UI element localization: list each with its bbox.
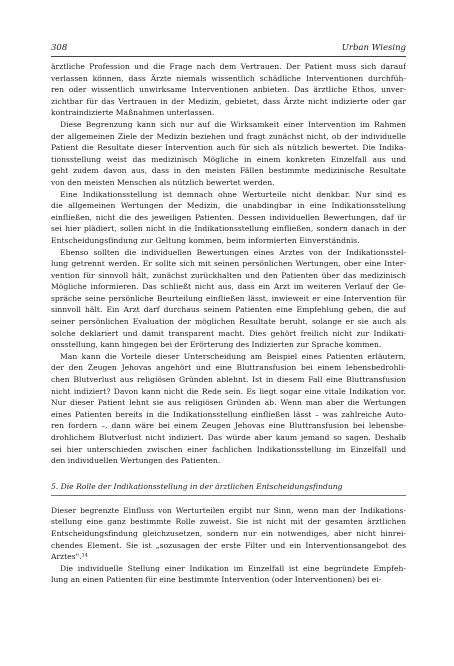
running-header <box>51 43 406 55</box>
body-text <box>51 61 406 586</box>
text-line: tionsstellung weist das medizinisch Mögliche in einem konkreten Einzelfall aus und <box>51 154 406 164</box>
text-line: den individuellen Wertungen des Patienten. <box>51 456 221 466</box>
text-line: ren fordern –, dann wäre bei einem Zeugen Jehovas eine Bluttransfusion bei lebensbe- <box>51 421 406 431</box>
text-line: einfließen, nicht die des jeweiligen Patienten. Dessen individuellen Bewertungen, daf ür <box>51 212 406 222</box>
text-line: Man kann die Vorteile dieser Unterscheidung am Beispiel eines Patienten erläutern, <box>60 351 406 361</box>
text-line: Mögliche informieren. Das schließt nicht aus, dass ein Arzt im weiteren Verlauf der Ge- <box>51 282 406 292</box>
text-line: sinnvoll hält. Ein Arzt darf durchaus seinem Patienten eine Empfehlung geben, die auf <box>51 305 406 315</box>
text-line: drohlichem Blutverlust nicht indiziert. Das würde aber kaum jemand so sagen. Deshalb <box>51 433 406 442</box>
text-line: kontraindizierte Maßnahmen unterlassen. <box>51 108 215 118</box>
text-line: Diese Begrenzung kann sich nur auf die Wirksamkeit einer Intervention im Rahmen <box>60 119 406 129</box>
text-line: Nur dieser Patient lehnt sie aus religiösen Gründen ab. Wenn man aber die Wertungen <box>51 398 406 408</box>
text-block-top <box>51 61 406 467</box>
section-spacer <box>51 467 406 481</box>
text-block-bottom <box>51 505 406 586</box>
text-line: seiner persönlichen Evaluation der möglichen Resultate beruht, solange er sie auch als <box>51 317 406 327</box>
text-line: nicht indiziert? Davon kann nicht die Rede sein. Es liegt sogar eine vitale Indikation vor. <box>51 386 406 396</box>
page-number: 308 <box>51 43 68 53</box>
text-line: vention für sinnvoll hält, zunächst zurückhalten und den Patienten über das medizinisch <box>51 270 406 280</box>
text-line: Ebenso sollten die individuellen Bewertungen eines Arztes von der Indikationsstel- <box>60 247 406 257</box>
text-line: solche deklariert und damit transparent macht. Dies gehört freilich nicht zur Indikati- <box>51 328 406 338</box>
text-line: lung getrennt werden. Er sollte sich mit seinen persönlichen Wertungen, ober eine Inter- <box>51 259 406 269</box>
text-line: Entscheidungsfindung zur Geltung kommen, beim informierten Einverständnis. <box>51 235 360 245</box>
text-line: geht zudem davon aus, dass in den meisten Fällen bestimmte medizinische Resultate <box>51 166 406 176</box>
text-line: Entscheidungsfindung gleichzusetzen, sondern nur ein notwendiges, aber nicht hinrei- <box>51 528 406 538</box>
text-line: der allgemeinen Ziele der Medizin beziehen und fragt zunächst nicht, ob der individuelle <box>51 131 406 141</box>
text-line: spräche seine persönliche Beurteilung einfließen lässt, inwieweit er eine Intervention für <box>51 293 406 303</box>
text-line: die allgemeinen Wertungen der Medizin, die unabdingbar in eine Indikationsstellung <box>51 201 406 211</box>
text-line: onsstellung, kann hingegen bei der Erörterung des Indizierten zur Sprache kommen. <box>51 340 382 350</box>
text-line: sei hier unterschieden zwischen einer fachlichen Indikationsstellung im Einzelfall und <box>51 444 406 454</box>
text-line: stellung eine ganz bestimmte Rolle zuweist. Sie ist nicht mit der gesamten ärztlichen <box>51 517 406 527</box>
section-heading: 5. Die Rolle der Indikationsstellung in der ärztlichen Entscheidungsfindung <box>51 481 343 491</box>
text-line: sei hier plädiert, sollen nicht in die Indikationsstellung einfließen, sondern danach in der <box>51 224 406 234</box>
section-heading-rule <box>51 495 406 496</box>
text-line: ren oder wissentlich unwirksame Interventionen anbieten. Das ärztliche Ethos, unver- <box>51 85 406 95</box>
text-line: von den meisten Menschen als nützlich bewertet werden. <box>51 177 275 187</box>
text-line: Patient die Resultate dieser Intervention auch für sich als nützlich bewertet. Die Indika- <box>51 143 406 153</box>
text-line: ärztliche Profession und die Frage nach dem Vertrauen. Der Patient muss sich darauf <box>51 62 406 71</box>
text-line: Dieser begrenzte Einfluss von Werturteilen ergibt nur Sinn, wenn man der Indikations- <box>51 505 406 515</box>
text-line: Die individuelle Stellung einer Indikation im Einzelfall ist eine begründete Empfeh- <box>60 563 406 573</box>
text-line: eines Patienten bereits in die Indikationsstellung einfließen lässt – was zahlreiche Auto- <box>51 409 406 419</box>
text-line: verlassen können, dass Ärzte niemals wissentlich schädliche Interventionen durchfüh- <box>51 73 406 83</box>
running-author: Urban Wiesing <box>341 43 406 53</box>
text-line: lung an einen Patienten für eine bestimmte Intervention (oder Interventionen) bei ei- <box>51 575 382 585</box>
text-line: Eine Indikationsstellung ist demnach ohne Werturteile nicht denkbar. Nur sind es <box>60 189 406 199</box>
text-line: chen Blutverlust aus religiösen Gründen ablehnt. Ist in diesem Fall eine Bluttransfusion <box>51 375 406 385</box>
text-line: zichtbar für das Vertrauen in der Medizin, gebietet, dass Ärzte nicht indizierte oder gar <box>51 96 406 106</box>
text-line: der den Zeugen Jehovas angehört und eine Bluttransfusion bei einem lebensbedrohli- <box>51 363 406 373</box>
header-rule <box>51 56 406 57</box>
text-line: chendes Element. Sie ist „sozusagen der erste Filter und ein Interventionsangebot des <box>51 540 406 550</box>
text-line: Arztes".¹⁴ <box>51 552 88 562</box>
